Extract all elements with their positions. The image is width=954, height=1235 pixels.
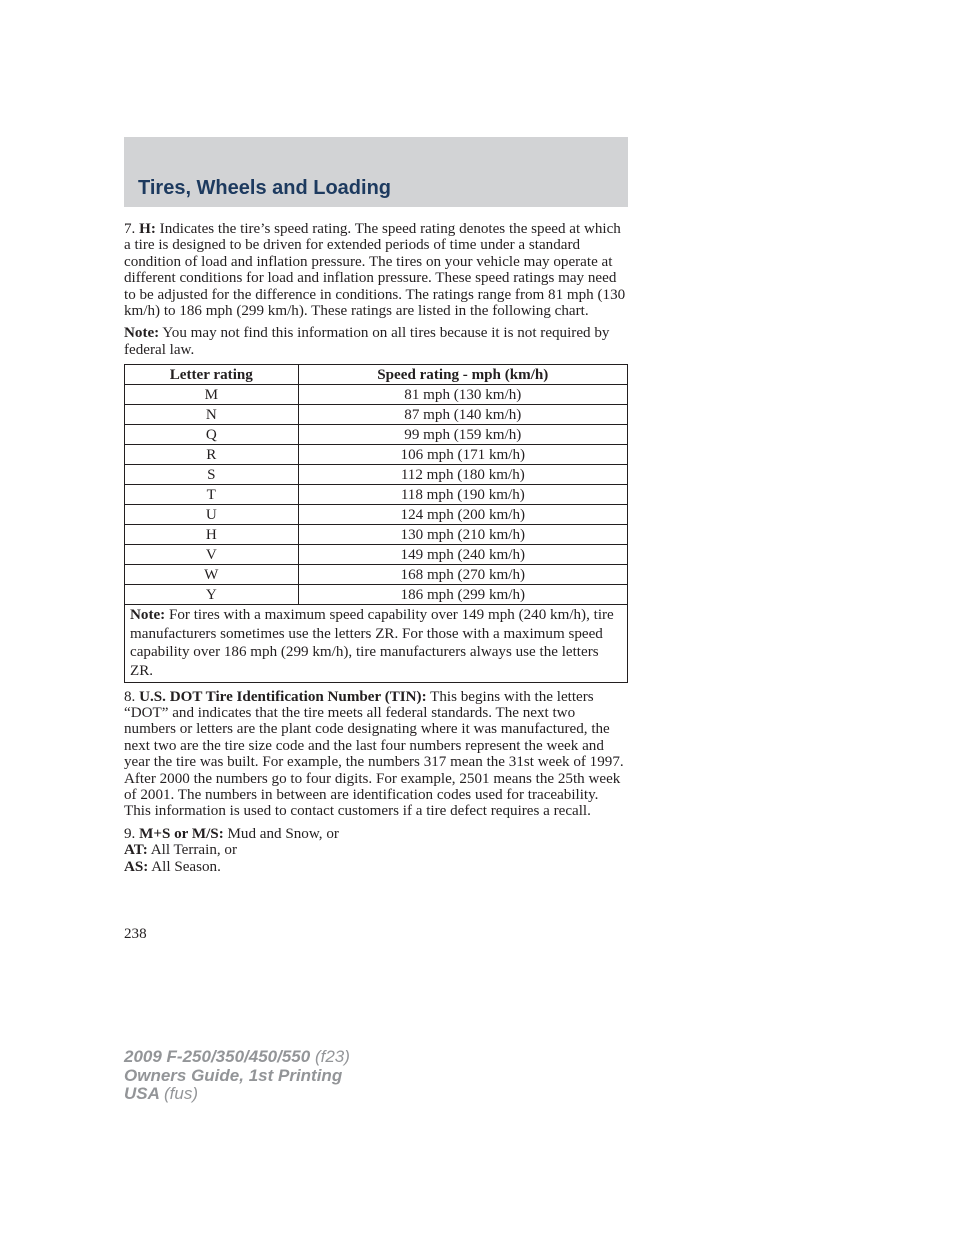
speed-rating-table — [124, 364, 628, 682]
footer-line-market — [124, 1085, 350, 1104]
footer-model-code: (f23) — [314, 1047, 350, 1066]
letter-cell: Y — [125, 585, 299, 605]
letter-cell: H — [125, 525, 299, 545]
speed-cell: 87 mph (140 km/h) — [298, 405, 627, 425]
table-header-row — [125, 365, 628, 385]
item-9-line-as — [124, 859, 628, 875]
section-header-band — [124, 137, 628, 207]
table-row — [125, 425, 628, 445]
item-9-block — [124, 826, 628, 875]
item-9-text-as: All Season. — [151, 858, 221, 875]
page-content — [124, 221, 628, 875]
item-9-term-ms: M+S or M/S: — [139, 825, 224, 842]
footer-model: 2009 F-250/350/450/550 — [124, 1047, 311, 1066]
footer-market: USA — [124, 1084, 160, 1103]
footer-market-code: (fus) — [164, 1084, 198, 1103]
table-note-label: Note: — [130, 607, 166, 624]
item-7-term: H: — [139, 221, 156, 237]
letter-cell: W — [125, 565, 299, 585]
item-9-term-as: AS: — [124, 858, 149, 875]
speed-cell: 168 mph (270 km/h) — [298, 565, 627, 585]
letter-cell: R — [125, 445, 299, 465]
speed-cell: 130 mph (210 km/h) — [298, 525, 627, 545]
document-footer — [124, 1048, 350, 1104]
letter-cell: T — [125, 485, 299, 505]
section-title: Tires, Wheels and Loading — [138, 177, 392, 199]
item-7-paragraph — [124, 221, 628, 319]
column-header-speed: Speed rating - mph (km/h) — [298, 365, 627, 385]
table-row — [125, 585, 628, 605]
speed-cell: 149 mph (240 km/h) — [298, 545, 627, 565]
item-9-number: 9. — [124, 825, 136, 842]
speed-cell: 186 mph (299 km/h) — [298, 585, 627, 605]
item-9-line-ms — [124, 826, 628, 842]
letter-cell: U — [125, 505, 299, 525]
item-8-number: 8. — [124, 688, 136, 705]
item-8-paragraph — [124, 689, 628, 820]
note-label: Note: — [124, 325, 160, 342]
item-8-term: U.S. DOT Tire Identification Number (TIN): — [139, 688, 427, 705]
table-row — [125, 405, 628, 425]
letter-cell: V — [125, 545, 299, 565]
table-row — [125, 505, 628, 525]
item-9-line-at — [124, 842, 628, 858]
footer-line-model — [124, 1048, 350, 1067]
item-7-text: Indicates the tire’s speed rating. The speed rating denotes the speed at which a tire is designed to be driven for extended periods of time under a standard condition of load and inflation pressure. The tires on your vehicle may operate at different conditions for load and inflation pressure. These speed ratings may need to be adjusted for the difference in conditions. The ratings range from 81 mph (130 km/h) to 186 mph (299 km/h). These ratings are listed in the following chart. — [124, 221, 626, 320]
speed-cell: 124 mph (200 km/h) — [298, 505, 627, 525]
note-text: You may not find this information on all tires because it is not required by federal law. — [124, 325, 610, 358]
speed-cell: 106 mph (171 km/h) — [298, 445, 627, 465]
speed-cell: 99 mph (159 km/h) — [298, 425, 627, 445]
item-7-number: 7. — [124, 221, 136, 237]
table-row — [125, 545, 628, 565]
footer-line-guide: Owners Guide, 1st Printing — [124, 1065, 343, 1085]
table-row — [125, 465, 628, 485]
speed-cell: 118 mph (190 km/h) — [298, 485, 627, 505]
letter-cell: Q — [125, 425, 299, 445]
table-row — [125, 445, 628, 465]
table-note-row — [125, 605, 628, 682]
speed-cell: 112 mph (180 km/h) — [298, 465, 627, 485]
item-9-text-at: All Terrain, or — [150, 842, 237, 859]
table-row — [125, 565, 628, 585]
letter-cell: S — [125, 465, 299, 485]
letter-cell: N — [125, 405, 299, 425]
column-header-letter: Letter rating — [125, 365, 299, 385]
table-note-text: For tires with a maximum speed capability over 149 mph (240 km/h), tire manufacturers sometimes use the letters ZR. For those with a maximum speed capability over 186 mph (299 km/h), tire manufacturers always use the letters ZR. — [130, 607, 614, 680]
table-note-cell — [125, 605, 628, 682]
table-row — [125, 525, 628, 545]
item-8-text: This begins with the letters “DOT” and indicates that the tire meets all federal standards. The next two numbers or letters are the plant code designating where it was manufactured, the next two are the tire size code and the last four numbers represent the week and year the tire was built. For example, the numbers 317 mean the 31st week of 1997. After 2000 the numbers go to four digits. For example, 2501 means the 25th week of 2001. The numbers in between are identification codes used for traceability. This information is used to contact customers if a tire defect requires a recall. — [124, 688, 624, 820]
letter-cell: M — [125, 385, 299, 405]
item-9-text-ms: Mud and Snow, or — [227, 825, 339, 842]
item-9-term-at: AT: — [124, 842, 148, 859]
note-paragraph — [124, 325, 628, 358]
table-row — [125, 485, 628, 505]
page-number: 238 — [124, 926, 147, 942]
table-row — [125, 385, 628, 405]
speed-cell: 81 mph (130 km/h) — [298, 385, 627, 405]
